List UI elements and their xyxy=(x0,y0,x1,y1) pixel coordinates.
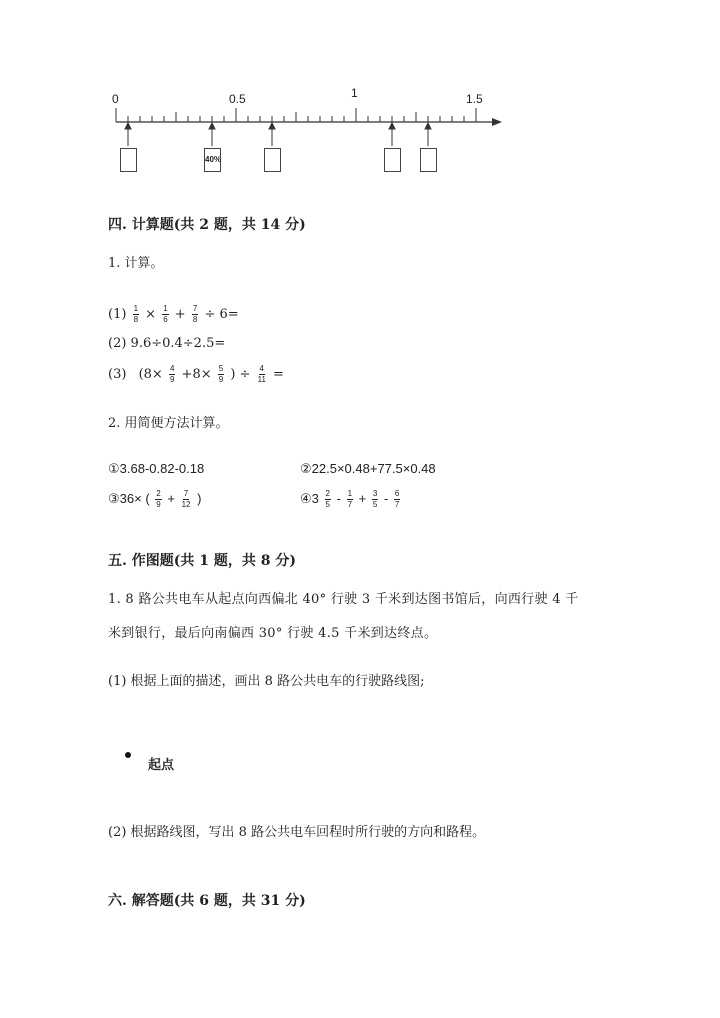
answer-box-3[interactable] xyxy=(264,148,281,172)
number-line-label-0: 0 xyxy=(112,92,119,106)
start-point-label: 起点 xyxy=(148,758,175,773)
q1-item-1: (1) $\frac{1}{8}$ × $\frac{1}{6}$ + $\frac{7}{8}$ ÷ 6= xyxy=(108,304,239,324)
q2-title: 2. 用简便方法计算。 xyxy=(108,416,229,431)
answer-box-5[interactable] xyxy=(420,148,437,172)
q2-item-b: ②22.5×0.48+77.5×0.48 xyxy=(300,461,436,476)
q2-item-a: ①3.68-0.82-0.18 xyxy=(108,461,205,476)
section5-part-1: (1) 根据上面的描述，画出 8 路公共电车的行驶路线图; xyxy=(108,674,425,689)
q2-item-c: ③36× ( $\frac{2}{9}$ + $\frac{7}{12}$ ) xyxy=(108,489,202,509)
section5-heading: 五. 作图题(共 1 题，共 8 分) xyxy=(108,553,296,569)
answer-box-4[interactable] xyxy=(384,148,401,172)
q1-item-2: (2) 9.6÷0.4÷2.5= xyxy=(108,336,226,351)
number-line-label-1-5: 1.5 xyxy=(466,92,483,106)
pointer-arrow-head-1 xyxy=(125,123,131,129)
q2-item-d: ④3 $\frac{2}{5}$ - $\frac{1}{7}$ + $\frac{3}{5}$ - $\frac{6}{7}$ xyxy=(300,489,400,509)
start-point-dot xyxy=(125,752,131,758)
pointer-arrow-head-4 xyxy=(389,123,395,129)
number-line-label-0-5: 0.5 xyxy=(229,92,246,106)
section5-problem-line-1: 1. 8 路公共电车从起点向西偏北 40° 行驶 3 千米到达图书馆后，向西行驶 4 千 xyxy=(108,592,579,607)
pointer-arrow-head-2 xyxy=(209,123,215,129)
pointer-arrow-head-3 xyxy=(269,123,275,129)
answer-box-1[interactable] xyxy=(120,148,137,172)
section5-part-2: (2) 根据路线图，写出 8 路公共电车回程时所行驶的方向和路程。 xyxy=(108,825,486,840)
number-line-label-1: 1 xyxy=(351,86,358,100)
pointer-arrow-head-5 xyxy=(425,123,431,129)
number-line-axis xyxy=(0,0,720,180)
q1-title: 1. 计算。 xyxy=(108,256,164,271)
section4-heading: 四. 计算题(共 2 题，共 14 分) xyxy=(108,217,306,233)
q1-item-3: (3) (8× $\frac{4}{9}$ +8× $\frac{5}{9}$ ) ÷ $\frac{4}{11}$ = xyxy=(108,364,284,384)
section5-problem-line-2: 米到银行，最后向南偏西 30° 行驶 4.5 千米到达终点。 xyxy=(108,626,438,641)
answer-box-filled: 40% xyxy=(204,148,221,172)
section6-heading: 六. 解答题(共 6 题，共 31 分) xyxy=(108,893,306,909)
